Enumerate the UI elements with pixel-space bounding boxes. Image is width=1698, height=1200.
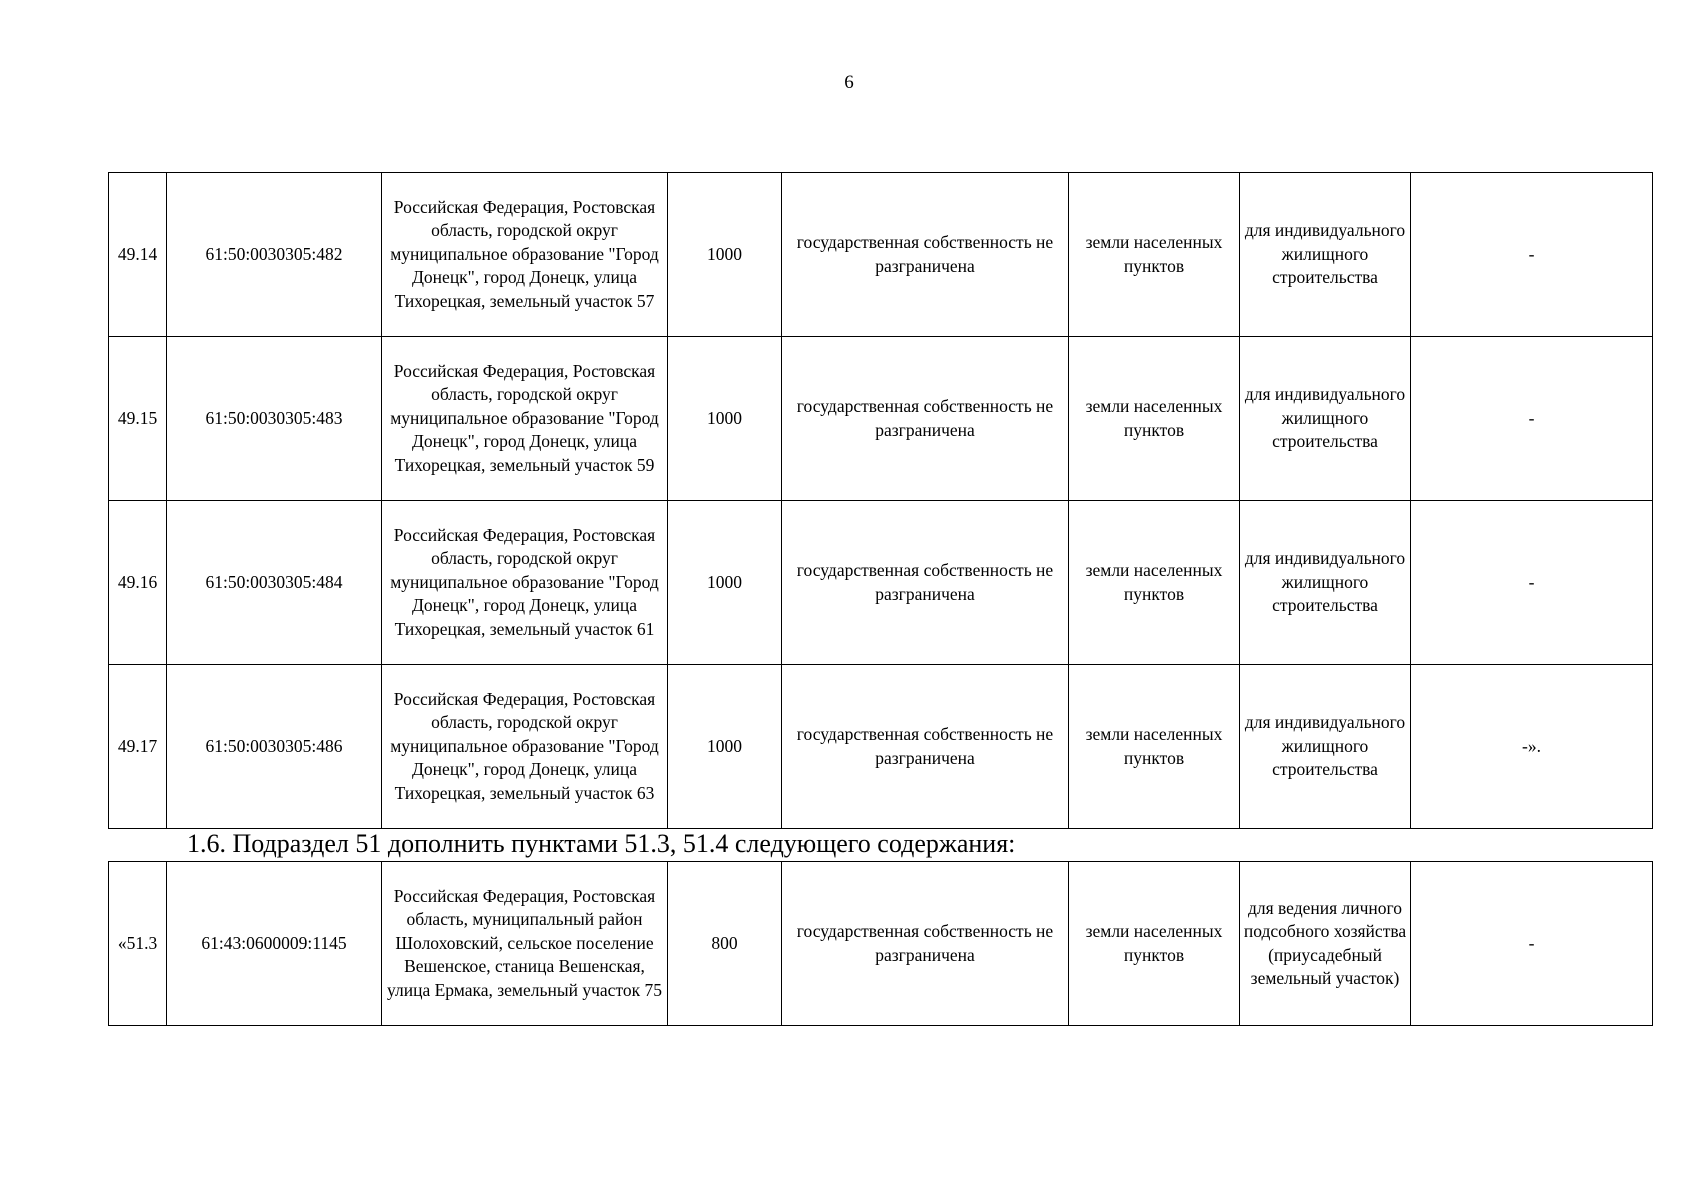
ownership-form: государственная собственность не разграничена <box>782 337 1069 501</box>
ownership-form: государственная собственность не разграничена <box>782 862 1069 1026</box>
table-row <box>109 862 1653 1026</box>
land-category: земли населенных пунктов <box>1069 862 1240 1026</box>
page-number: 6 <box>844 72 854 93</box>
plot-area: 800 <box>668 862 782 1026</box>
ownership-form: государственная собственность не разграничена <box>782 665 1069 829</box>
cadastral-number: 61:50:0030305:482 <box>167 173 382 337</box>
cadastral-number: 61:43:0600009:1145 <box>167 862 382 1026</box>
plot-area: 1000 <box>668 337 782 501</box>
land-category: земли населенных пунктов <box>1069 665 1240 829</box>
note-cell: -». <box>1411 665 1653 829</box>
permitted-use: для индивидуального жилищного строительства <box>1240 665 1411 829</box>
table-row <box>109 173 1653 337</box>
section-heading: 1.6. Подраздел 51 дополнить пунктами 51.3, 51.4 следующего содержания: <box>187 829 1016 858</box>
ownership-form: государственная собственность не разграничена <box>782 173 1069 337</box>
table-row <box>109 501 1653 665</box>
plot-address: Российская Федерация, Ростовская область, городской округ муниципальное образование "Город Донецк", город Донецк, улица Тихорецкая, земельный участок 61 <box>382 501 668 665</box>
cadastral-number: 61:50:0030305:484 <box>167 501 382 665</box>
table-row <box>109 337 1653 501</box>
plot-address: Российская Федерация, Ростовская область, муниципальный район Шолоховский, сельское поселение Вешенское, станица Вешенская, улица Ермака, земельный участок 75 <box>382 862 668 1026</box>
note-cell: - <box>1411 173 1653 337</box>
ownership-form: государственная собственность не разграничена <box>782 501 1069 665</box>
plot-address: Российская Федерация, Ростовская область, городской округ муниципальное образование "Город Донецк", город Донецк, улица Тихорецкая, земельный участок 59 <box>382 337 668 501</box>
item-number: 49.16 <box>109 501 167 665</box>
item-number: «51.3 <box>109 862 167 1026</box>
plot-area: 1000 <box>668 173 782 337</box>
plot-address: Российская Федерация, Ростовская область, городской округ муниципальное образование "Город Донецк", город Донецк, улица Тихорецкая, земельный участок 57 <box>382 173 668 337</box>
land-plots-table <box>108 172 1653 829</box>
note-cell: - <box>1411 862 1653 1026</box>
additional-land-plots-table <box>108 861 1653 1026</box>
note-cell: - <box>1411 337 1653 501</box>
item-number: 49.14 <box>109 173 167 337</box>
plot-area: 1000 <box>668 501 782 665</box>
permitted-use: для ведения личного подсобного хозяйства (приусадебный земельный участок) <box>1240 862 1411 1026</box>
plot-area: 1000 <box>668 665 782 829</box>
cadastral-number: 61:50:0030305:486 <box>167 665 382 829</box>
permitted-use: для индивидуального жилищного строительства <box>1240 501 1411 665</box>
item-number: 49.15 <box>109 337 167 501</box>
land-category: земли населенных пунктов <box>1069 173 1240 337</box>
table-row <box>109 665 1653 829</box>
cadastral-number: 61:50:0030305:483 <box>167 337 382 501</box>
land-category: земли населенных пунктов <box>1069 337 1240 501</box>
land-category: земли населенных пунктов <box>1069 501 1240 665</box>
permitted-use: для индивидуального жилищного строительства <box>1240 337 1411 501</box>
plot-address: Российская Федерация, Ростовская область, городской округ муниципальное образование "Город Донецк", город Донецк, улица Тихорецкая, земельный участок 63 <box>382 665 668 829</box>
permitted-use: для индивидуального жилищного строительства <box>1240 173 1411 337</box>
item-number: 49.17 <box>109 665 167 829</box>
note-cell: - <box>1411 501 1653 665</box>
